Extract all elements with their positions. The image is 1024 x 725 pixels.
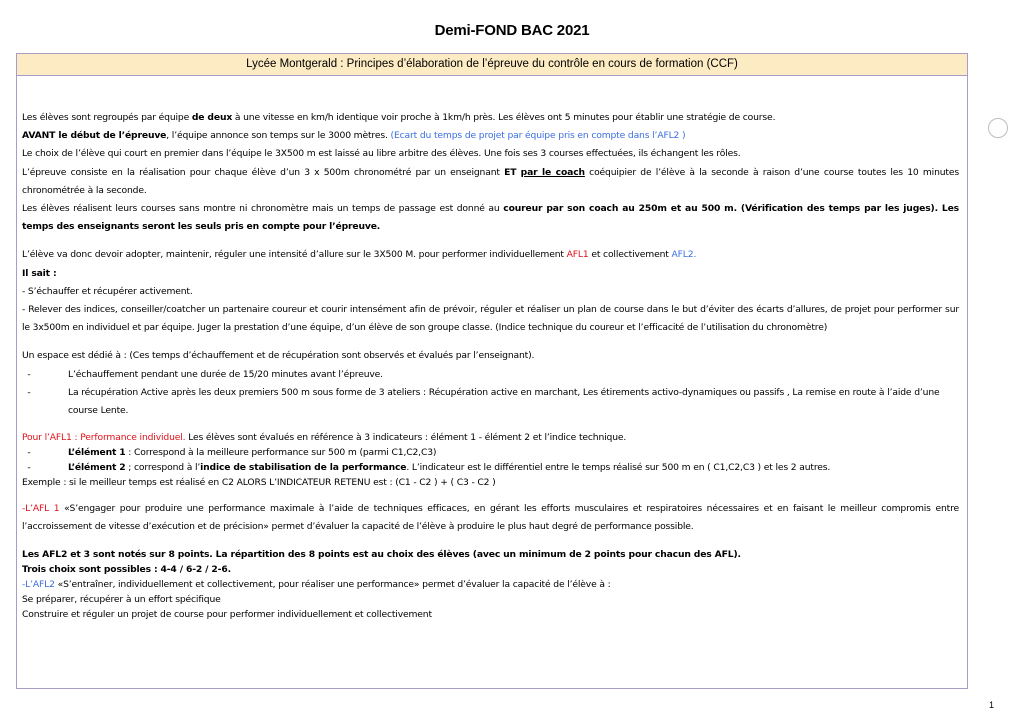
list-item: - L’élément 2 ; correspond à l’indice de stabilisation de la performance. L’indicateur est le différentiel entre le temps réalisé sur 500 m en ( C1,C2,C3 ) et les 2 autres. (27, 462, 831, 474)
paragraph-space: Un espace est dédié à : (Ces temps d’échauffement et de récupération sont observés et évalués par l’enseignant). (22, 350, 535, 362)
skill-warmup: - S’échauffer et récupérer activement. (22, 285, 193, 297)
afl1-section: Pour l’AFL1 : Performance individuel. Les élèves sont évalués en référence à 3 indicateurs : élément 1 - élément 2 et l’indice technique. - L’élément 1 : Correspond à la meilleure performance sur 500 m (parmi C1,C2,C3) - L’élément 2 ; correspond à l’indice de stabilisation de la performance. L’indicateur est le différentiel entre le temps réalisé sur 500 m en ( C1,C2,C3 ) et les 2 autres. Exemple : si le meilleur temps est réalisé en C2 ALORS L’INDICATEUR RETENU est : (C1 - C2 ) + ( C3 - C2 ) (22, 430, 959, 490)
afl2-item: Construire et réguler un projet de course pour performer individuellement et collectivement (22, 608, 432, 620)
list-item: - La récupération Active après les deux premiers 500 m sous forme de 3 ateliers : Récupération active en marchant, Les étirements activo-dynamiques ou passifs , La remise en route à l’aide d’une course Lente. (27, 386, 940, 417)
paragraph-intensity: L’élève va donc devoir adopter, maintenir, réguler une intensité d’allure sur le 3X500 M. pour performer individuellement AFL1 et collectivement AFL2. (22, 249, 697, 261)
afl23-points: Les AFL2 et 3 sont notés sur 8 points. La répartition des 8 points est au choix des élèves (avec un minimum de 2 points pour chacun des AFL). (22, 548, 741, 560)
afl2-item: Se préparer, récupérer à un effort spécifique (22, 593, 221, 605)
paragraph-il-sait: Il sait : (22, 267, 57, 279)
afl1-definition: -L’AFL 1 «S’engager pour produire une performance maximale à l’aide de techniques efficaces, en gérant les efforts musculaires et respiratoires nécessaires et en faisant le meilleur compromis entre l’accroissement de vitesse d’exécution et de précision» permet d’évaluer la capacité de l’élève à produire le plus haut degré de performance possible. (22, 503, 959, 533)
skill-coaching: - Relever des indices, conseiller/coatcher un partenaire coureur et courir intensément afin de prévoir, réguler et réaliser un plan de course dans le but d’éviter des écarts d’allures, de projet pour performer sur le 3x500m en individuel et par équipe. Juger la prestation d’une équipe, d’un élève de son groupe classe. (Indice technique du coureur et l’efficacité de l’utilisation du chronomètre) (22, 304, 959, 334)
paragraph-timing: Les élèves réalisent leurs courses sans montre ni chronomètre mais un temps de passage est donné au coureur par son coach au 250m et au 500 m. (Vérification des temps par les juges). Les temps des enseignants seront les seuls pris en compte pour l’épreuve. (22, 203, 959, 233)
afl1-tag: AFL1 (566, 249, 589, 261)
afl2-definition: -L’AFL2 «S’entraîner, individuellement et collectivement, pour réaliser une performance» permet d’évaluer la capacité de l’élève à : (22, 578, 611, 590)
document-title: Demi-FOND BAC 2021 (434, 22, 590, 39)
list-item: - L’élément 1 : Correspond à la meilleure performance sur 500 m (parmi C1,C2,C3) (27, 447, 437, 459)
afl23-section (22, 547, 959, 622)
example-line: Exemple : si le meilleur temps est réalisé en C2 ALORS L’INDICATEUR RETENU est : (C1 - C2 ) + ( C3 - C2 ) (22, 477, 496, 489)
list-item: - L’échauffement pendant une durée de 15/20 minutes avant l’épreuve. (27, 368, 383, 380)
paragraph-teams: Les élèves sont regroupés par équipe de deux à une vitesse en km/h identique voir proche à 1km/h près. Les élèves ont 5 minutes pour établir une stratégie de course. (22, 112, 776, 123)
afl1-section-label: Pour l’AFL1 : Performance individuel. (22, 432, 186, 444)
afl23-choices: Trois choix sont possibles : 4-4 / 6-2 / 2-6. (22, 563, 231, 575)
section-header: Lycée Montgerald : Principes d’élaboration de l’épreuve du contrôle en cours de formation (CCF) (17, 54, 967, 76)
paragraph-test: L’épreuve consiste en la réalisation pour chaque élève d’un 3 x 500m chronométré par un enseignant ET par le coach coéquipier de l’élève à la seconde à raison d’une course toutes les 10 minutes chronométrée à la seconde. (22, 166, 960, 196)
paragraph-choice: Le choix de l’élève qui court en premier dans l’équipe le 3X500 m est laissé au libre arbitre des élèves. Une fois ses 3 courses effectuées, ils échangent les rôles. (22, 148, 741, 160)
circle-marker-icon (988, 118, 1008, 138)
page-number: 1 (989, 700, 995, 710)
afl2-tag: AFL2. (671, 249, 697, 261)
document-body (22, 109, 959, 622)
paragraph-announce: AVANT le début de l’épreuve, l’équipe annonce son temps sur le 3000 mètres. (Ecart du temps de projet par équipe pris en compte dans l’AFL2 ) (22, 130, 686, 142)
content-frame (16, 53, 968, 689)
